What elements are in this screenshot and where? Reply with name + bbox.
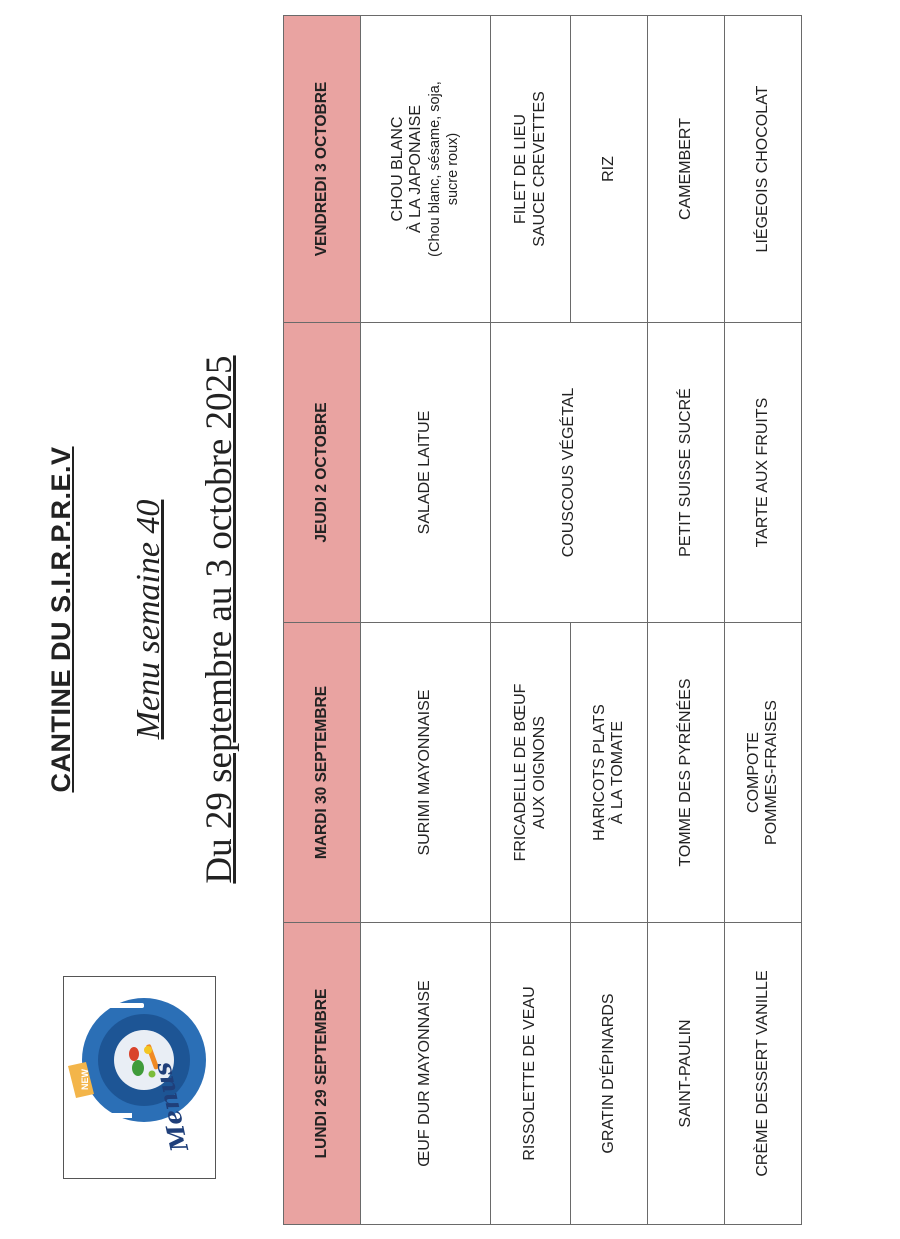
tuesday-fromage: TOMME DES PYRÉNÉES [648, 623, 725, 923]
day-header-monday: LUNDI 29 SEPTEMBRE [284, 923, 361, 1225]
monday-fromage: SAINT-PAULIN [648, 923, 725, 1225]
tuesday-dessert-line: POMMES-FRAISES [763, 700, 780, 845]
friday-fromage: CAMEMBERT [648, 16, 725, 323]
friday-plat-line: SAUCE CREVETTES [530, 91, 548, 247]
monday-plat: RISSOLETTE DE VEAU [491, 923, 571, 1225]
tuesday-plat-line: FRICADELLE DE BŒUF [512, 683, 530, 862]
friday-entree-detail: (Chou blanc, sésame, soja, [426, 81, 443, 257]
friday-entree [361, 16, 491, 323]
friday-accompagnement: RIZ [571, 16, 648, 323]
table-row [725, 16, 802, 1225]
thursday-fromage: PETIT SUISSE SUCRÉ [648, 323, 725, 623]
monday-dessert: CRÈME DESSERT VANILLE [725, 923, 802, 1225]
tuesday-dessert-line: COMPOTE [744, 732, 762, 813]
menu-table [283, 15, 802, 1225]
tuesday-plat-line: AUX OIGNONS [530, 716, 548, 829]
friday-plat [491, 16, 571, 323]
tuesday-accompagnement [571, 623, 648, 923]
day-header-tuesday: MARDI 30 SEPTEMBRE [284, 623, 361, 923]
tuesday-dessert [725, 623, 802, 923]
table-row [648, 16, 725, 1225]
friday-entree-line: À LA JAPONAISE [407, 104, 425, 234]
logo-text: Menus [146, 1059, 195, 1155]
day-header-thursday: JEUDI 2 OCTOBRE [284, 323, 361, 623]
monday-entree: ŒUF DUR MAYONNAISE [361, 923, 491, 1225]
tuesday-accompagnement-line: HARICOTS PLATS [590, 704, 608, 841]
day-header-friday: VENDREDI 3 OCTOBRE [284, 16, 361, 323]
table-row [361, 16, 491, 1225]
logo-badge-text: NEW [80, 1069, 90, 1090]
thursday-entree: SALADE LAITUE [361, 323, 491, 623]
thursday-plat: COUSCOUS VÉGÉTAL [491, 323, 648, 623]
tuesday-entree: SURIMI MAYONNAISE [361, 623, 491, 923]
tuesday-plat [491, 623, 571, 923]
friday-plat-line: FILET DE LIEU [512, 114, 530, 224]
date-range: Du 29 septembre au 3 octobre 2025 [199, 355, 240, 884]
week-subtitle: Menu semaine 40 [130, 499, 167, 740]
monday-accompagnement: GRATIN D'ÉPINARDS [571, 923, 648, 1225]
friday-entree-line: CHOU BLANC [388, 116, 406, 222]
friday-dessert: LIÉGEOIS CHOCOLAT [725, 16, 802, 323]
day-header-row [284, 16, 361, 1225]
page-title: CANTINE DU S.I.R.P.R.E.V [46, 446, 76, 793]
friday-entree-detail: sucre roux) [444, 132, 461, 206]
table-row [491, 16, 571, 1225]
tuesday-accompagnement-line: À LA TOMATE [609, 720, 626, 825]
thursday-dessert: TARTE AUX FRUITS [725, 323, 802, 623]
